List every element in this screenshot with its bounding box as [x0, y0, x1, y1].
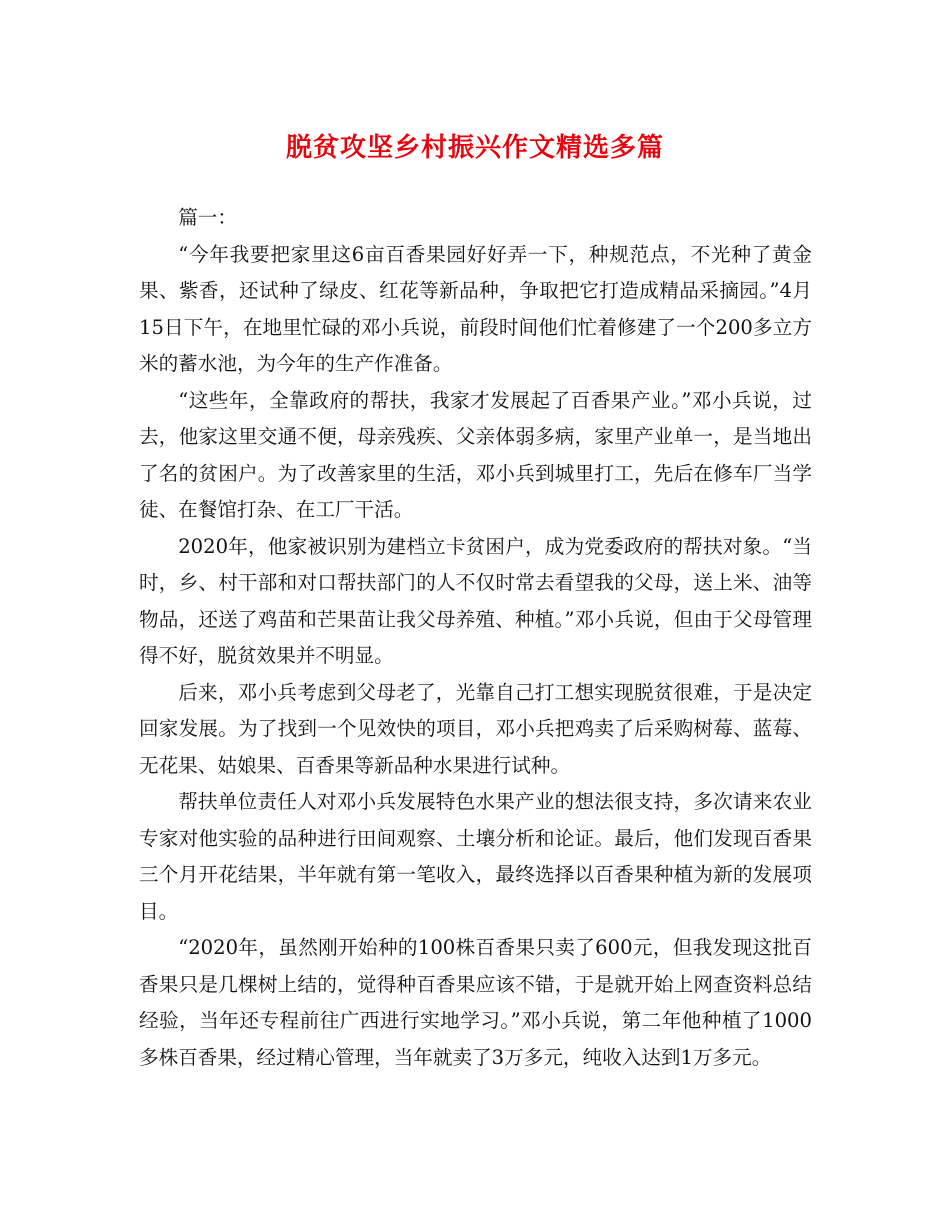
document-body — [139, 200, 812, 1076]
document-title: 脱贫攻坚乡村振兴作文精选多篇 — [285, 133, 664, 163]
paragraph-5: 帮扶单位责任人对邓小兵发展特色水果产业的想法很支持，多次请来农业专家对他实验的品种进行田间观察、土壤分析和论证。最后，他们发现百香果三个月开花结果，半年就有第一笔收入，最终选择以百香果种植为新的发展项目。 — [139, 790, 812, 923]
paragraph-4: 后来，邓小兵考虑到父母老了，光靠自己打工想实现脱贫很难，于是决定回家发展。为了找到一个见效快的项目，邓小兵把鸡卖了后采购树莓、蓝莓、无花果、姑娘果、百香果等新品种水果进行试种。 — [139, 680, 812, 777]
section-heading: 篇一： — [178, 206, 237, 229]
paragraph-6: “2020年，虽然刚开始种的100株百香果只卖了600元，但我发现这批百香果只是几棵树上结的，觉得种百香果应该不错，于是就开始上网查资料总结经验，当年还专程前往广西进行实地学习。”邓小兵说，第二年他种植了1000多株百香果，经过精心管理，当年就卖了3万多元，纯收入达到1万多元。 — [139, 936, 812, 1069]
paragraph-2: “这些年，全靠政府的帮扶，我家才发展起了百香果产业。”邓小兵说，过去，他家这里交通不便，母亲残疾、父亲体弱多病，家里产业单一，是当地出了名的贫困户。为了改善家里的生活，邓小兵到城里打工，先后在修车厂当学徒、在餐馆打杂、在工厂干活。 — [139, 388, 812, 521]
paragraph-3: 2020年，他家被识别为建档立卡贫困户，成为党委政府的帮扶对象。“当时，乡、村干部和对口帮扶部门的人不仅时常去看望我的父母，送上米、油等物品，还送了鸡苗和芒果苗让我父母养殖、种植。”邓小兵说，但由于父母管理得不好，脱贫效果并不明显。 — [139, 534, 812, 667]
paragraph-1: “今年我要把家里这6亩百香果园好好弄一下，种规范点，不光种了黄金果、紫香，还试种了绿皮、红花等新品种，争取把它打造成精品采摘园。”4月15日下午，在地里忙碌的邓小兵说，前段时间他们忙着修建了一个200多立方米的蓄水池，为今年的生产作准备。 — [139, 242, 812, 375]
